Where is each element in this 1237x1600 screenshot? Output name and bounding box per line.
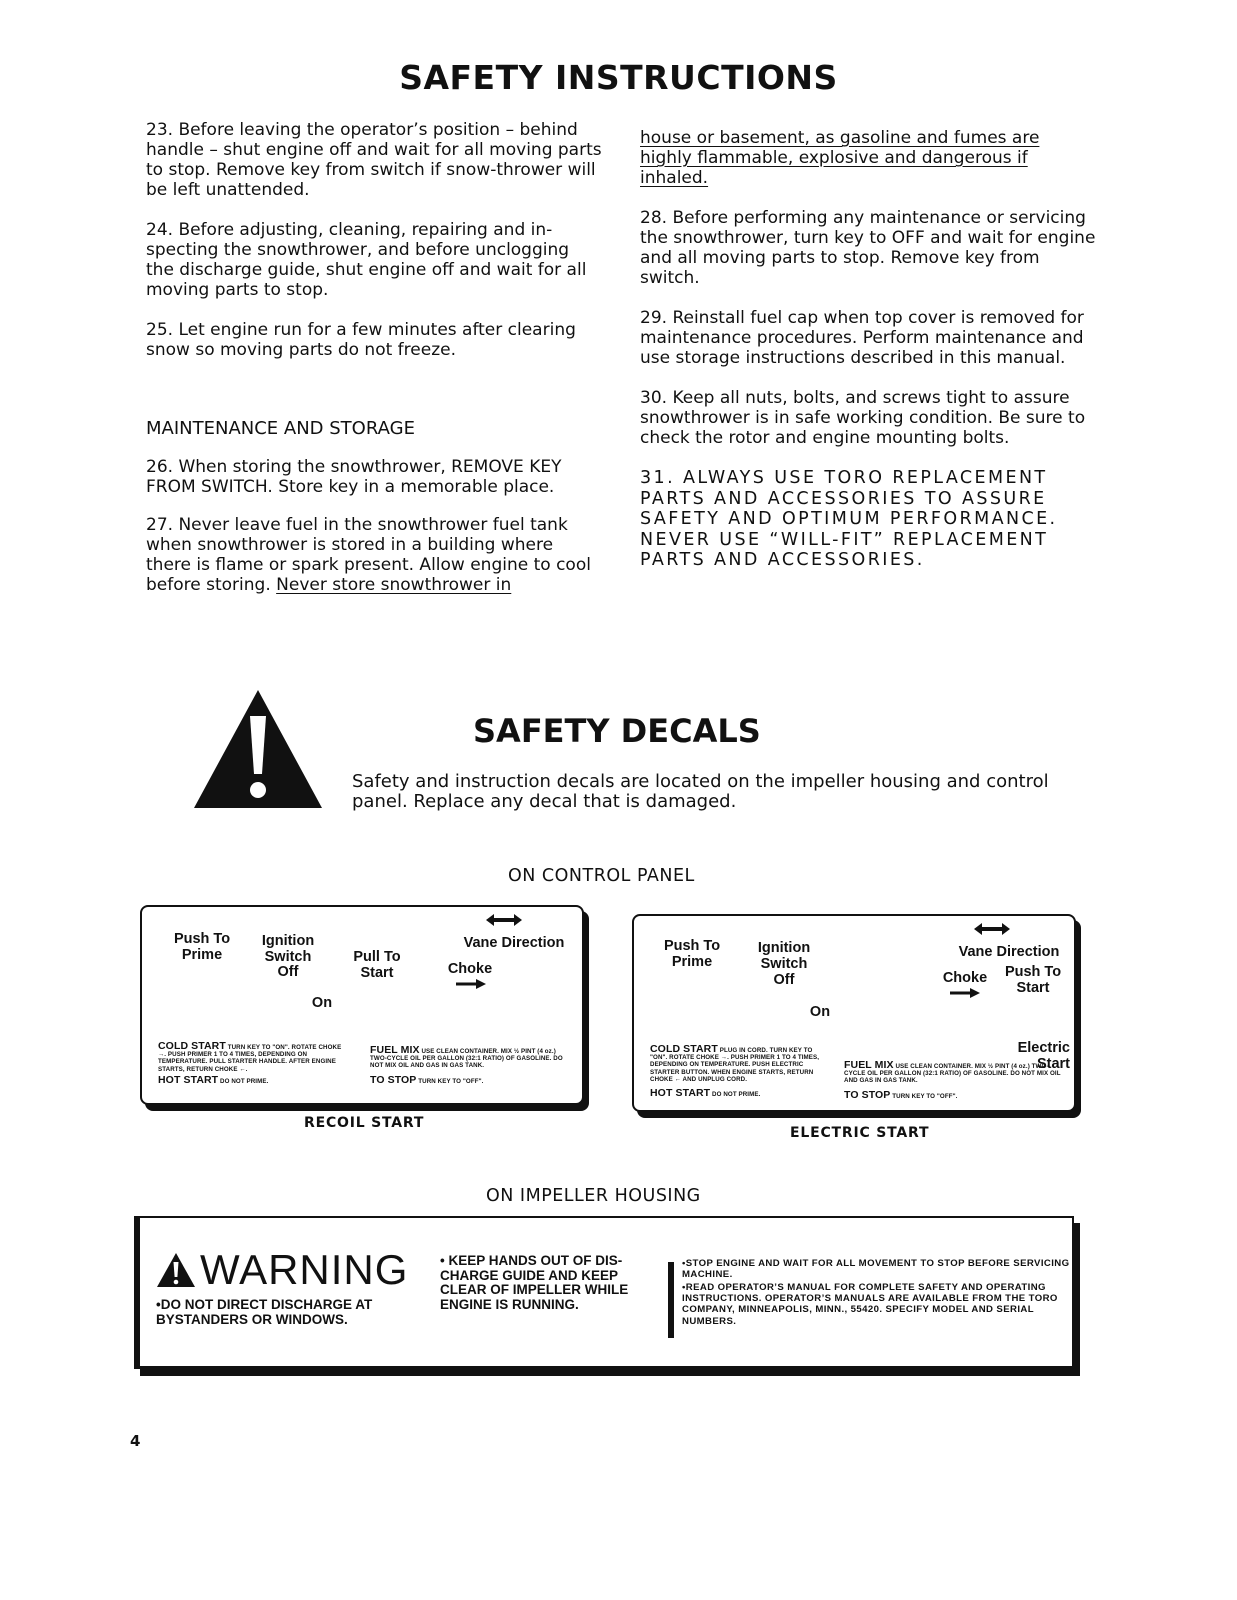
recoil-to-stop [370, 1074, 570, 1086]
to-stop-label: TO STOP [370, 1074, 417, 1086]
warning-divider [668, 1262, 674, 1338]
choke-label: Choke [447, 961, 493, 977]
electric-fuel-mix [844, 1059, 1064, 1085]
instruction-27-underlined: Never store snowthrower in [276, 575, 512, 595]
instruction-27 [146, 515, 602, 595]
cold-start-label: COLD START [158, 1040, 226, 1052]
instruction-25: 25. Let engine run for a few minutes after clearing snow so moving parts do not freeze. [146, 320, 576, 360]
cold-start-text: TURN KEY TO "ON". ROTATE CHOKE →. PUSH PRIMER 1 TO 4 TIMES, DEPENDING ON TEMPERATURE. PULL STARTER HANDLE. AFTER ENGINE STARTS, RETURN CHOKE ←. [158, 1044, 342, 1073]
to-stop-text: TURN KEY TO "OFF". [892, 1093, 958, 1100]
push-to-start-label: Push To Start [1004, 964, 1062, 996]
electric-start-caption: ELECTRIC START [790, 1125, 930, 1141]
instruction-31: 31. ALWAYS USE TORO REPLACEMENT PARTS AND ACCESSORIES TO ASSURE SAFETY AND OPTIMUM PERFORMANCE. NEVER USE “WILL-FIT” REPLACEMENT PARTS AND ACCESSORIES. [640, 468, 1058, 570]
fuel-mix-text: USE CLEAN CONTAINER. MIX ½ PINT (4 oz.) TWO-CYCLE OIL PER GALLON (32:1 RATIO) OF GASOLINE. DO NOT MIX OIL AND GAS IN GAS TANK. [370, 1048, 563, 1070]
electric-hot-start [650, 1087, 830, 1099]
fuel-mix-text: USE CLEAN CONTAINER. MIX ½ PINT (4 oz.) TWO-CYCLE OIL PER GALLON (32:1 RATIO) OF GASOLINE. DO NOT MIX OIL AND GAS IN GAS TANK. [844, 1063, 1061, 1085]
instruction-28: 28. Before performing any maintenance or servicing the snowthrower, turn key to OFF and wait for engine and all moving parts to stop. Remove key from switch. [640, 208, 1096, 288]
warning-stop-engine-text: •STOP ENGINE AND WAIT FOR ALL MOVEMENT TO STOP BEFORE SERVICING MACHINE. [682, 1258, 1070, 1281]
fuel-mix-label: FUEL MIX [370, 1044, 420, 1056]
vane-direction-label: Vane Direction [958, 944, 1060, 960]
ignition-on-label: On [809, 1004, 831, 1020]
recoil-start-caption: RECOIL START [304, 1115, 425, 1131]
ignition-switch-label: Ignition Switch [261, 933, 315, 965]
ignition-off-label: Off [277, 964, 299, 980]
vane-direction-label: Vane Direction [463, 935, 565, 951]
safety-decals-title: SAFETY DECALS [473, 712, 761, 750]
left-column [146, 120, 602, 595]
ignition-off-label: Off [773, 972, 795, 988]
hot-start-label: HOT START [158, 1074, 219, 1086]
choke-arrow-icon [950, 988, 980, 998]
instruction-23: 23. Before leaving the operator’s position – behind handle – shut engine off and wait for all moving parts to stop. Remove key from switch if snow-thrower will be left unattended. [146, 120, 602, 200]
hot-start-label: HOT START [650, 1087, 711, 1099]
electric-cold-start [650, 1043, 830, 1083]
vane-arrow-icon [972, 922, 1012, 936]
choke-label: Choke [942, 970, 988, 986]
impeller-warning-decal [134, 1216, 1074, 1369]
push-to-prime-label: Push To Prime [173, 931, 231, 963]
choke-arrow-icon [456, 979, 486, 989]
vane-arrow-icon [484, 913, 524, 927]
page-number: 4 [130, 1432, 141, 1450]
right-column [640, 128, 1096, 571]
warning-discharge-text: •DO NOT DIRECT DISCHARGE AT BYSTANDERS OR WINDOWS. [156, 1297, 373, 1327]
instruction-27-text: 27. Never leave fuel in the snowthrower fuel tank when snowthrower is stored in a building where there is flame or spark present. Allow engine to cool before storing. [146, 515, 591, 595]
pull-to-start-label: Pull To Start [353, 949, 401, 981]
warning-word: WARNING [200, 1246, 409, 1293]
push-to-prime-label: Push To Prime [663, 938, 721, 970]
fuel-mix-label: FUEL MIX [844, 1059, 894, 1071]
cold-start-label: COLD START [650, 1043, 718, 1055]
hot-start-text: DO NOT PRIME. [712, 1091, 761, 1098]
decals-intro: Safety and instruction decals are located on the impeller housing and control panel. Replace any decal that is damaged. [352, 771, 1049, 812]
page-title: SAFETY INSTRUCTIONS [399, 58, 838, 97]
impeller-housing-heading: ON IMPELLER HOUSING [486, 1186, 701, 1206]
control-panel-heading: ON CONTROL PANEL [508, 866, 695, 886]
electric-start-decal [632, 914, 1076, 1112]
instruction-27-continued: house or basement, as gasoline and fumes are highly flammable, explosive and dangerous if inhaled. [640, 128, 1040, 188]
electric-start-label: Electric Start [1017, 1040, 1070, 1072]
warning-hands-text: • KEEP HANDS OUT OF DIS-CHARGE GUIDE AND KEEP CLEAR OF IMPELLER WHILE ENGINE IS RUNNING. [440, 1253, 629, 1312]
maintenance-heading: MAINTENANCE AND STORAGE [146, 418, 415, 439]
electric-to-stop [844, 1089, 1064, 1101]
instruction-24: 24. Before adjusting, cleaning, repairing and in-specting the snowthrower, and before unclogging the discharge guide, shut engine off and wait for all moving parts to stop. [146, 220, 587, 300]
ignition-on-label: On [311, 995, 333, 1011]
ignition-switch-label: Ignition Switch [757, 940, 811, 972]
instruction-30: 30. Keep all nuts, bolts, and screws tight to assure snowthrower is in safe working condition. Be sure to check the rotor and engine mounting bolts. [640, 388, 1086, 448]
hot-start-text: DO NOT PRIME. [220, 1078, 269, 1085]
warning-read-manual-text: •READ OPERATOR’S MANUAL FOR COMPLETE SAFETY AND OPERATING INSTRUCTIONS. OPERATOR’S MANUALS ARE AVAILABLE FROM THE TORO COMPANY, MINNEAPOLIS, MINN., 55420. SPECIFY MODEL AND SERIAL NUMBERS. [682, 1282, 1058, 1327]
instruction-29: 29. Reinstall fuel cap when top cover is removed for maintenance procedures. Perform maintenance and use storage instructions described in this manual. [640, 308, 1084, 368]
to-stop-label: TO STOP [844, 1089, 891, 1101]
recoil-fuel-mix [370, 1044, 570, 1070]
to-stop-text: TURN KEY TO "OFF". [418, 1078, 484, 1085]
instruction-26: 26. When storing the snowthrower, REMOVE KEY FROM SWITCH. Store key in a memorable place. [146, 457, 562, 497]
recoil-hot-start [158, 1074, 346, 1086]
cold-start-text: PLUG IN CORD. TURN KEY TO "ON". ROTATE CHOKE →. PUSH PRIMER 1 TO 4 TIMES, DEPENDING ON TEMPERATURE. PUSH ELECTRIC STARTER BUTTON. WHEN ENGINE STARTS, RETURN CHOKE ← AND UNPLUG CORD. [650, 1047, 820, 1083]
warning-triangle-icon [156, 1252, 196, 1288]
recoil-cold-start [158, 1040, 346, 1073]
warning-triangle-icon [192, 688, 324, 810]
recoil-start-decal [140, 905, 584, 1105]
